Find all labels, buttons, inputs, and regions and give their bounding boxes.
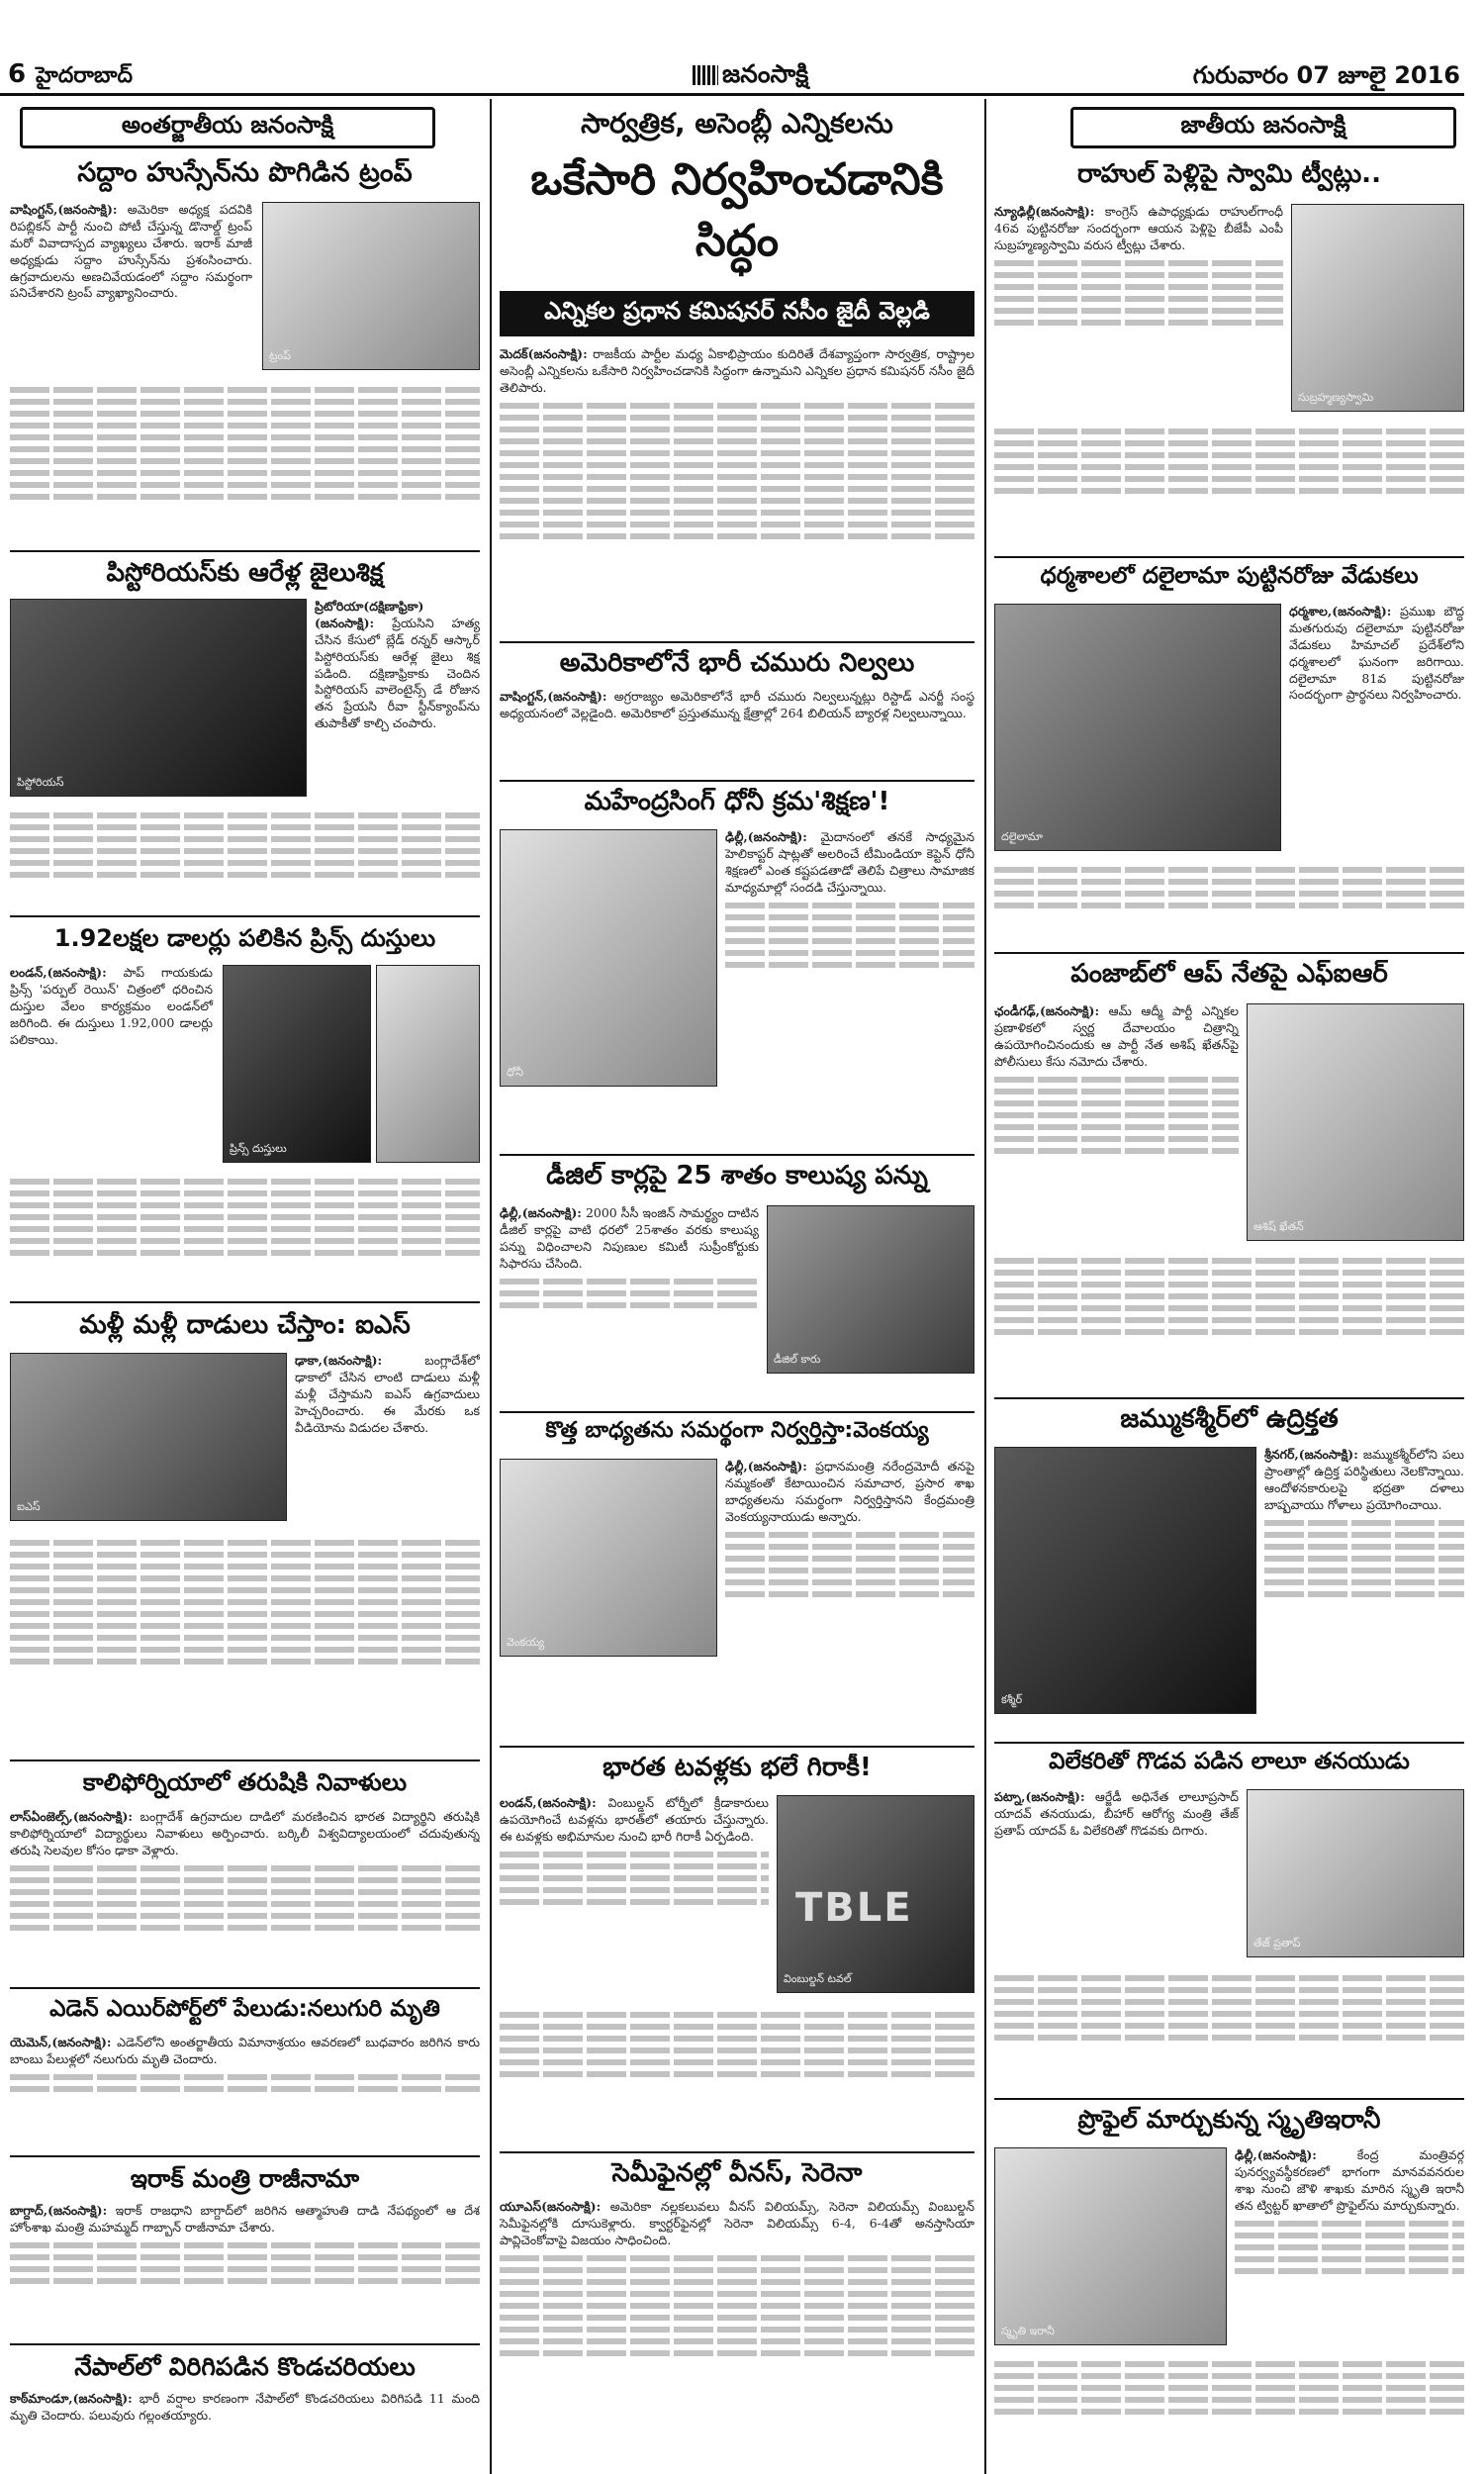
photo-pistorius: పిస్టోరియస్‌ <box>10 599 307 797</box>
article-lead-elections <box>500 107 974 641</box>
article-body: బాగ్దాద్‌,(జనంసాక్షి): ఇరాక్‌ రాజధాని బాగ్దాద్‌లో జరిగిన ఆత్మాహుతి దాడి నేపథ్యంలో ఆ దేశ హోంశాఖ మంత్రి మహమ్మద్‌ గాబ్బాన్‌ రాజీనామా చేశారు. <box>10 2203 480 2290</box>
paper-name: జనంసాక్షి <box>722 59 809 88</box>
article-body-cont <box>10 1173 480 1262</box>
photo-tej-pratap: తేజ్‌ ప్రతాప్‌ <box>1247 1789 1464 1957</box>
center-column <box>500 99 974 2464</box>
article-body: వాషింగ్టన్‌,(జనంసాక్షి): అమెరికా అధ్యక్ష పదవికి రిపబ్లికన్‌ పార్టీ నుంచి పోటీ చేస్తున్న డొనాల్డ్‌ ట్రంప్‌ మరో వివాదాస్పద వ్యాఖ్యలు చేశారు. ఇరాక్‌ మాజీ అధ్యక్షుడు సద్దాం హుస్సేన్‌ను ప్రశంసించారు. ఉగ్రవాదులను అణచివేయడంలో సద్దాం సమర్థంగా పనిచేశారని ట్రంప్‌ వ్యాఖ్యానించారు. <box>10 202 252 301</box>
headline: సెమీఫైనల్లో వీనస్‌, సెరెనా <box>611 2159 863 2188</box>
headline: మళ్లీ మళ్లీ దాడులు చేస్తాం: ఐఎస్‌ <box>79 1311 411 1340</box>
article-body: ఢిల్లీ,(జనంసాక్షి): 2000 సీసీ ఇంజిన్‌ సామర్థ్యం దాటిన డీజిల్‌ కార్లపై వాటి ధరలో 25శాతం వరకు కాలుష్య పన్ను విధించాలని నిపుణుల కమిటీ సుప్రీంకోర్టుకు సిఫారసు చేసింది. <box>500 1205 759 1314</box>
article-body: కాఠ్‌మాండూ,(జనంసాక్షి): భారీ వర్షాల కారణంగా నేపాల్‌లో కొండచరియలు విరిగిపడి 11 మంది మృతి చెందారు. పలువురు గల్లంతయ్యారు. <box>10 2391 480 2423</box>
article-body: యెమెన్‌,(జనంసాక్షి): ఎడెన్‌లోని అంతర్జాతీయ విమానాశ్రయం ఆవరణలో బుధవారం జరిగిన కారు బాంబు పేలుళ్లలో నలుగురు మృతి చెందారు. <box>10 2035 480 2098</box>
headline: డీజిల్‌ కార్లపై 25 శాతం కాలుష్య పన్ను <box>546 1162 928 1190</box>
article-body: ఢిల్లీ,(జనంసాక్షి): ప్రధానమంత్రి నరేంద్రమోదీ తనపై నమ్మకంతో కేటాయించిన సమాచార, ప్రసార శాఖ బాధ్యతలను సమర్థంగా నిర్వర్తిస్తానని కేంద్రమంత్రి వెంకయ్యనాయుడు అన్నారు. <box>725 1459 974 1603</box>
article-body: వాషింగ్టన్‌,(జనంసాక్షి): అగ్రరాజ్యం అమెరికాలోనే భారీ చమురు నిల్వలున్నట్లు రిస్టాడ్‌ ఎనర్జీ సంస్థ అధ్యయనంలో వెల్లడైంది. అమెరికాలో ప్రస్తుతమున్న క్షేత్రాల్లో 264 బిలియన్‌ బ్యారళ్ల నిల్వలున్నాయి. <box>500 689 974 720</box>
article-dhoni <box>500 788 974 1154</box>
headline: విలేకరితో గొడవ పడిన లాలూ తనయుడు <box>1049 1750 1410 1774</box>
article-swamy <box>994 160 1464 556</box>
article-body: లాస్‌ఏంజెల్స్‌,(జనంసాక్షి): బంగ్లాదేశ్‌ ఉగ్రవాదుల దాడిలో మరణించిన భారత విద్యార్థిని తరుషికి కాలిఫోర్నియాలో విద్యార్థులు నివాళులు అర్పించారు. బర్కిలీ విశ్వవిద్యాలయంలో చదువుతున్న తరుషి సెలవుల కోసం ఢాకా వెళ్లారు. <box>10 1809 480 1937</box>
article-body: ప్రిటోరియా(దక్షిణాఫ్రికా) (జనంసాక్షి): ప్రేయసిని హత్య చేసిన కేసులో బ్లేడ్‌ రన్నర్‌ ఆస్కార్‌ పిస్టోరియస్‌కు ఆరేళ్ల జైలు శిక్ష పడింది. దక్షిణాఫ్రికాకు చెందిన పిస్టోరియస్‌ వాలెంటైన్స్‌ డే రోజున తన ప్రేయసి రీవా స్టీన్‌క్యాంప్‌ను తుపాకీతో కాల్చి చంపారు. <box>315 599 480 731</box>
headline: పిస్టోరియస్‌కు ఆరేళ్ల జైలుశిక్ష <box>106 559 384 588</box>
lead-deck: ఎన్నికల ప్రధాన కమిషనర్‌ నసీం జైదీ వెల్లడి <box>500 291 974 336</box>
article-nepal <box>10 2353 480 2462</box>
article-wimbledon-towels <box>500 1754 974 2149</box>
photo-smriti-irani: స్మృతి ఇరానీ <box>994 2147 1227 2345</box>
article-body: మెదక్‌(జనంసాక్షి): రాజకీయ పార్టీల మధ్య ఏకాభిప్రాయం కుదిరితే దేశవ్యాప్తంగా సార్వత్రిక, రాష్ట్రాల అసెంబ్లీ ఎన్నికలను ఒకేసారి నిర్వహించడానికి సిద్ధంగా ఉన్నామని ఎన్నికల ప్రధాన కమిషనర్‌ నసీం జైదీ తెలిపారు. <box>500 346 974 539</box>
headline: 1.92లక్షల డాలర్లు పలికిన ప్రిన్స్‌ దుస్తులు <box>53 925 436 952</box>
photo-kashmir: కశ్మీర్‌ <box>994 1447 1256 1714</box>
article-dalai-lama <box>994 564 1464 950</box>
column-rule-left <box>490 99 492 2474</box>
article-body: పట్నా,(జనంసాక్షి): ఆర్జేడీ అధినేత లాలూప్రసాద్‌ యాదవ్‌ తనయుడు, బీహార్‌ ఆరోగ్య మంత్రి తేజ్‌ ప్రతాప్‌ యాదవ్‌ ఓ విలేకరితో గొడవకు దిగారు. <box>994 1789 1239 1838</box>
headline: ప్రొఫైల్‌ మార్చుకున్న స్మృతిఇరానీ <box>1077 2106 1381 2134</box>
article-aap-fir <box>994 960 1464 1395</box>
photo-isis: ఐఎస్‌ <box>10 1353 287 1521</box>
headline: అమెరికాలోనే భారీ చమురు నిల్వలు <box>559 649 915 678</box>
pen-icon <box>693 65 718 85</box>
article-body: ఛండీగఢ్‌,(జనంసాక్షి): ఆమ్‌ ఆద్మీ పార్టీ ఎన్నికల ప్రణాళికలో స్వర్ణ దేవాలయం చిత్రాన్ని ఉపయోగించినందుకు ఆ పార్టీ నేత అశిష్‌ ఖేతన్‌పై పోలీసులు కేసు నమోదు చేశారు. <box>994 1003 1239 1160</box>
headline: నేపాల్‌లో విరిగిపడిన కొండచరియలు <box>74 2353 416 2381</box>
article-body: ధర్మశాల,(జనంసాక్షి): ప్రముఖ బౌద్ధ మతగురువు దలైలామా పుట్టినరోజు వేడుకలు హిమాచల్‌ ప్రదేశ్‌లోని ధర్మశాలలో ఘనంగా జరిగాయి. దలైలామా 81వ పుట్టినరోజు సందర్భంగా ప్రార్థనలు నిర్వహించారు. <box>1289 604 1464 703</box>
article-body: ఢిల్లీ,(జనంసాక్షి): కేంద్ర మంత్రివర్గ పునర్వ్యవస్థీకరణలో భాగంగా మానవవనరుల శాఖ నుంచి జౌళి శాఖకు మారిన స్మృతి ఇరానీ తన ట్విట్టర్‌ ఖాతాలో ప్రొఫైల్‌ను మార్చుకున్నారు. <box>1235 2147 1464 2280</box>
photo-trump: ట్రంప్‌ <box>262 202 480 370</box>
headline: జమ్ముకశ్మీర్‌లో ఉద్రిక్తత <box>1120 1405 1339 1434</box>
left-column <box>10 99 480 2464</box>
headline: సద్దాం హుస్సేన్‌ను పొగిడిన ట్రంప్ <box>77 158 413 188</box>
photo-towel: TBLE వింబుల్డన్‌ టవల్‌ <box>777 1795 974 1993</box>
article-pistorius <box>10 559 480 915</box>
article-us-oil <box>500 649 974 778</box>
photo-venkaiah: వెంకయ్య <box>500 1459 717 1657</box>
photo-ashish-khetan: ఆశిష్‌ ఖేతన్‌ <box>1247 1003 1464 1241</box>
lead-headline: ఒకేసారి నిర్వహించడానికి సిద్ధం <box>530 154 944 266</box>
article-venkaiah <box>500 1419 974 1746</box>
headline: ధర్మశాలలో దలైలామా పుట్టినరోజు వేడుకలు <box>1040 564 1419 589</box>
headline: భారత టవళ్లకు భలే గిరాకీ! <box>603 1754 872 1782</box>
article-lalu-son <box>994 1750 1464 2096</box>
page-number: 6 <box>8 59 27 89</box>
article-kashmir <box>994 1405 1464 1742</box>
photo-dhoni: ధోనీ <box>500 829 717 1087</box>
article-body: ఢాకా,(జనంసాక్షి): బంగ్లాదేశ్‌లో ఢాకాలో చేసిన లాంటి దాడులు మళ్లీ మళ్లీ చేస్తామని ఐఎస్‌ ఉగ్రవాదులు హెచ్చరించారు. ఈ మేరకు ఒక వీడియోను విడుదల చేశారు. <box>295 1353 480 1435</box>
paper-logo <box>693 59 808 95</box>
article-venus-serena <box>500 2159 974 2456</box>
article-diesel-cars <box>500 1162 974 1409</box>
article-body-cont <box>10 1534 480 1670</box>
photo-diesel-car: డీజిల్‌ కారు <box>767 1205 974 1374</box>
article-body-cont <box>10 807 480 884</box>
photo-swamy: సుబ్రహ్మణ్యస్వామి <box>1291 204 1464 412</box>
article-body: యూఎస్‌(జనంసాక్షి): అమెరికా నల్లకలువలు వీనస్‌ విలియమ్స్‌, సెరెనా విలియమ్స్‌ వింబుల్డన్‌ సెమీఫైనల్లోకి దూసుకెళ్లారు. క్వార్టర్‌ఫైనల్లో సెరెనా విలియమ్స్‌ 6-4, 6-4తో అనస్తాసియా పావ్లిచెంకోవాపై విజయం సాధించింది. <box>500 2199 974 2362</box>
photo-prince-jacket: ప్రిన్స్‌ దుస్తులు <box>223 965 371 1163</box>
headline: ఇరాక్‌ మంత్రి రాజీనామా <box>130 2165 360 2193</box>
towel-lettering: TBLE <box>795 1885 913 1931</box>
article-smriti-irani <box>994 2106 1464 2462</box>
article-trump <box>10 158 480 554</box>
lead-kicker: సార్వత్రిక, అసెంబ్లీ ఎన్నికలను <box>581 107 893 140</box>
section-tab-international: అంతర్జాతీయ జనంసాక్షి <box>20 107 435 148</box>
headline: కొత్త బాధ్యతను సమర్థంగా నిర్వర్తిస్తా:వెంకయ్య <box>545 1419 929 1443</box>
article-aden <box>10 1997 480 2155</box>
article-body: ఢిల్లీ,(జనంసాక్షి): మైదానంలో తనకే సాధ్యమైన హెలికాప్టర్‌ షాట్లతో అలరించే టీమిండియా కెప్టెన్‌ ధోనీ శిక్షణలో ఎంత కష్టపడతాడో తెలిపే చిత్రాలు సామాజిక మాధ్యమాల్లో సందడి చేస్తున్నాయి. <box>725 829 974 974</box>
headline: ఎడెన్‌ ఎయిర్‌పోర్ట్‌లో పేలుడు:నలుగురి మృతి <box>49 1997 440 2022</box>
article-body: లండన్‌,(జనంసాక్షి): వింబుల్డన్‌ టోర్నీలో క్రీడాకారులు ఉపయోగించే టవళ్లను భారత్‌లో తయారు చేస్తున్నారు. ఈ టవళ్లకు అభిమానుల నుంచి భారీ గిరాకీ ఏర్పడింది. <box>500 1795 769 1911</box>
article-body: న్యూఢిల్లీ(జనంసాక్షి): కాంగ్రెస్‌ ఉపాధ్యక్షుడు రాహుల్‌గాంధీ 46వ పుట్టినరోజు సందర్భంగా ఆయన పెళ్లిపై బీజేపీ ఎంపీ సుబ్రహ్మణ్యస్వామి వరుస ట్వీట్లు చేశారు. <box>994 204 1283 332</box>
headline: రాహుల్‌ పెళ్లిపై స్వామి ట్వీట్లు.. <box>1077 160 1381 189</box>
article-body: శ్రీనగర్‌,(జనంసాక్షి): జమ్ముకశ్మీర్‌లోని పలు ప్రాంతాల్లో ఉద్రిక్త పరిస్థితులు నెలకొన్నాయి. ఆందోళనకారులపై భద్రతా దళాలు బాష్పవాయు గోళాలు ప్రయోగించాయి. <box>1264 1447 1464 1603</box>
article-body: లండన్‌,(జనంసాక్షి): పాప్‌ గాయకుడు ప్రిన్స్‌ 'పర్పుల్‌ రెయిన్‌' చిత్రంలో ధరించిన దుస్తుల వేలం కార్యక్రమం లండన్‌లో జరిగింది. ఈ దుస్తులు 1.92,000 డాలర్లు పలికాయి. <box>10 965 213 1047</box>
headline: పంజాబ్‌లో ఆప్‌ నేతపై ఎఫ్‌ఐఆర్‌ <box>1070 960 1388 989</box>
issue-date: గురువారం 07 జూలై 2016 <box>1192 61 1460 89</box>
headline: కాలిఫోర్నియాలో తరుషికి నివాళులు <box>82 1769 408 1796</box>
right-column <box>994 99 1464 2464</box>
article-isis <box>10 1311 480 1757</box>
article-iraq-minister <box>10 2165 480 2343</box>
edition-city: హైదరాబాద్ <box>36 63 133 88</box>
masthead <box>0 0 1484 94</box>
article-prince <box>10 925 480 1301</box>
column-rule-right <box>984 99 986 2474</box>
section-tab-national: జాతీయ జనంసాక్షి <box>1070 107 1456 148</box>
article-body-cont <box>10 381 480 506</box>
photo-prince-guitar <box>376 965 480 1163</box>
article-tarushi <box>10 1769 480 1987</box>
photo-dalai-lama: దలైలామా <box>994 604 1281 851</box>
masthead-rule <box>0 93 1464 96</box>
headline: మహేంద్రసింగ్‌ ధోనీ క్రమ'శిక్షణ'! <box>584 788 890 816</box>
